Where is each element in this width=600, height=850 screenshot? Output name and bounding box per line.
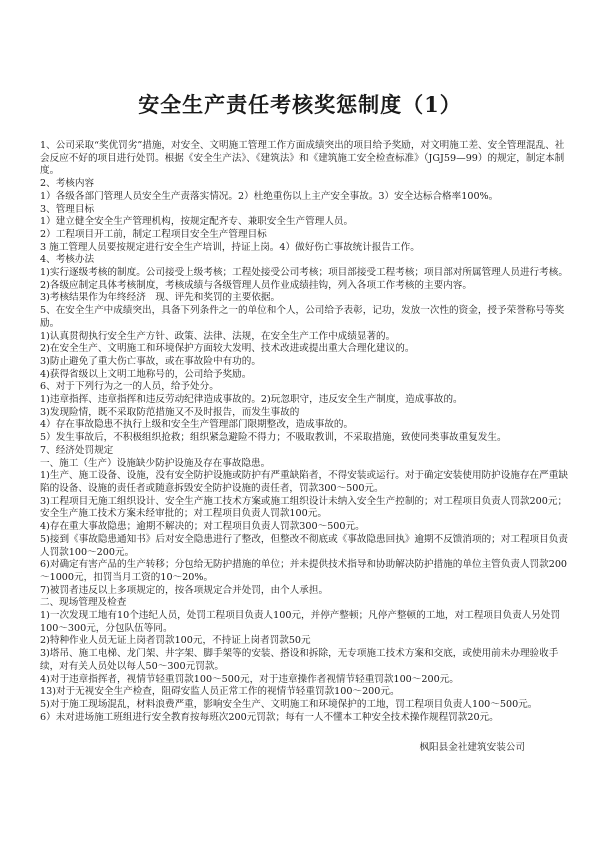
document-body: [40, 140, 570, 724]
body-line: 2）工程项目开工前，制定工程项目安全生产管理目标: [40, 228, 267, 240]
document-title: 安全生产责任考核奖惩制度（1）: [138, 92, 462, 117]
body-line: 3 施工管理人员要按规定进行安全生产培训，持证上岗。4）做好伤亡事故统计报告工作。: [40, 241, 420, 253]
body-line: 2)特种作业人员无证上岗者罚款100元，不持证上岗者罚款50元: [40, 635, 311, 647]
body-line: 3)发现险情，既不采取防范措施又不及时报告，而发生事故的: [40, 406, 300, 418]
body-line: 2、考核内容: [40, 178, 95, 190]
body-line: 6）未对进场施工班组进行安全教育按每班次200元罚款；每有一人不懂本工种安全技术操作规程罚款20元。: [40, 711, 499, 723]
body-line: 3、管理目标: [40, 203, 95, 215]
body-line: 7、经济处罚规定: [40, 444, 114, 456]
body-line: 4)存在重大事故隐患；逾期不解决的；对工程项目负责人罚款300～500元。: [40, 521, 365, 533]
body-line: 5)对于施工现场混乱，材料浪费严重，影响安全生产、文明施工和环境保护的工地，罚工程项目负责人100～500元。: [40, 698, 538, 710]
body-line: 3)防止避免了重大伤亡事故，或在事故险中有功的。: [40, 355, 261, 367]
body-line: 1)生产、施工设备、设施，没有安全防护设施或防护有严重缺陷者，不得安装或运行。对于确定安装使用防护设施存在严重缺陷的设备、设施的责任者或随意拆毁安全防护设施的责任者，罚款300～500元。: [40, 470, 568, 494]
body-line: 13)对于无视安全生产检查，阻碍安监人员正常工作的视情节轻重罚款100～200元。: [40, 686, 400, 698]
body-line: 3)工程项目无施工组织设计、安全生产施工技术方案或施工组织设计未纳入安全生产控制的；对工程项目负责人罚款200元；安全生产施工技术方案未经审批的；对工程项目负责人罚款100元。: [40, 495, 568, 520]
body-line: 5）发生事故后，不积极组织抢救；组织紧急避险不得力；不吸取教训，不采取措施，致使同类事故重复发生。: [40, 432, 507, 444]
body-line: 1)认真贯彻执行安全生产方针、政策、法律、法规，在安全生产工作中成绩显著的。: [40, 330, 396, 342]
body-line: 1、公司采取“奖优罚劣”措施，对安全、文明施工管理工作方面成绩突出的项目给予奖励，对文明施工差、安全管理混乱、社会反应不好的项目进行处罚。根据《安全生产法》、《建筑法》和《建筑施工安全检查标准》（JGJ59—99）的规定，制定本制度。: [40, 140, 565, 177]
body-line: 3)塔吊、施工电梯、龙门架、井字架、脚手架等的安装、搭设和拆除，无专项施工技术方案和交底，或使用前未办理验收手续，对有关人员处以每人50～300元罚款。: [40, 648, 559, 672]
body-line: 二、现场管理及检查: [40, 597, 127, 609]
body-line: 3)考核结果作为年终经济 现、评先和奖罚的主要依据。: [40, 292, 281, 304]
body-line: 6)对确定有害产品的生产转移；分包给无防护措施的单位；并未提供技术指导和协助解决防护措施的单位主管负责人罚款200～1000元，扣罚当月工资的10～20%。: [40, 559, 568, 583]
body-line: 一、施工（生产）设施缺少防护设施及存在事故隐患。: [40, 457, 271, 469]
body-line: 1）建立健全安全生产管理机构，按规定配齐专、兼职安全生产管理人员。: [40, 216, 354, 228]
body-line: 1）各级各部门管理人员安全生产责落实情况。2）杜绝重伤以上主产安全事故。3）安全达标合格率100%。: [40, 190, 499, 202]
body-line: 7)被罚者违反以上多项规定的，按各项规定合并处罚，由个人承担。: [40, 584, 329, 596]
body-line: 5)接到《事故隐患通知书》后对安全隐患进行了整改，但整改不彻底或《事故隐患回执》逾期不反馈消项的；对工程项目负责人罚款100～200元。: [40, 533, 568, 558]
body-line: 4）存在事故隐患不执行上级和安全生产管理部门限期整改，造成事故的。: [40, 419, 354, 431]
body-line: 2)在安全生产、文明施工和环境保护方面较大发明、技术改进或提出重大合理化建议的。: [40, 343, 415, 355]
company-signature: 枫阳县金社建筑安装公司: [419, 742, 525, 753]
body-line: 2)各级应制定具体考核制度，考核成绩与各级管理人员作业成绩挂钩，列入各项工作考核的主要内容。: [40, 279, 472, 291]
body-line: 1)一次发现工地有10个违纪人员，处罚工程项目负责人100元，并停产整顿；凡停产整顿的工地，对工程项目负责人另处罚100～300元，分包队伍等同。: [40, 610, 561, 634]
body-line: 5、在安全生产中成绩突出，具备下列条件之一的单位和个人，公司给予表彰，记功，发放一次性的资金，授予荣誉称号等奖励。: [40, 305, 565, 329]
body-line: 1)违章指挥、违章指挥和违反劳动纪律造成事故的。2)玩忽职守，违反安全生产制度，造成事故的。: [40, 394, 463, 406]
body-line: 4)对于违章指挥者，视情节轻重罚款100～500元，对于违章操作者视情节轻重罚款100～200元。: [40, 673, 459, 685]
body-line: 6、对于下列行为之一的人员，给予处分。: [40, 381, 219, 393]
body-line: 1)实行逐级考核的制度。公司接受上级考核；工程处接受公司考核；项目部接受工程考核；项目部对所属管理人员进行考核。: [40, 267, 568, 279]
body-line: 4、考核办法: [40, 254, 95, 266]
body-line: 4)获得省级以上文明工地称号的，公司给予奖励。: [40, 368, 252, 380]
